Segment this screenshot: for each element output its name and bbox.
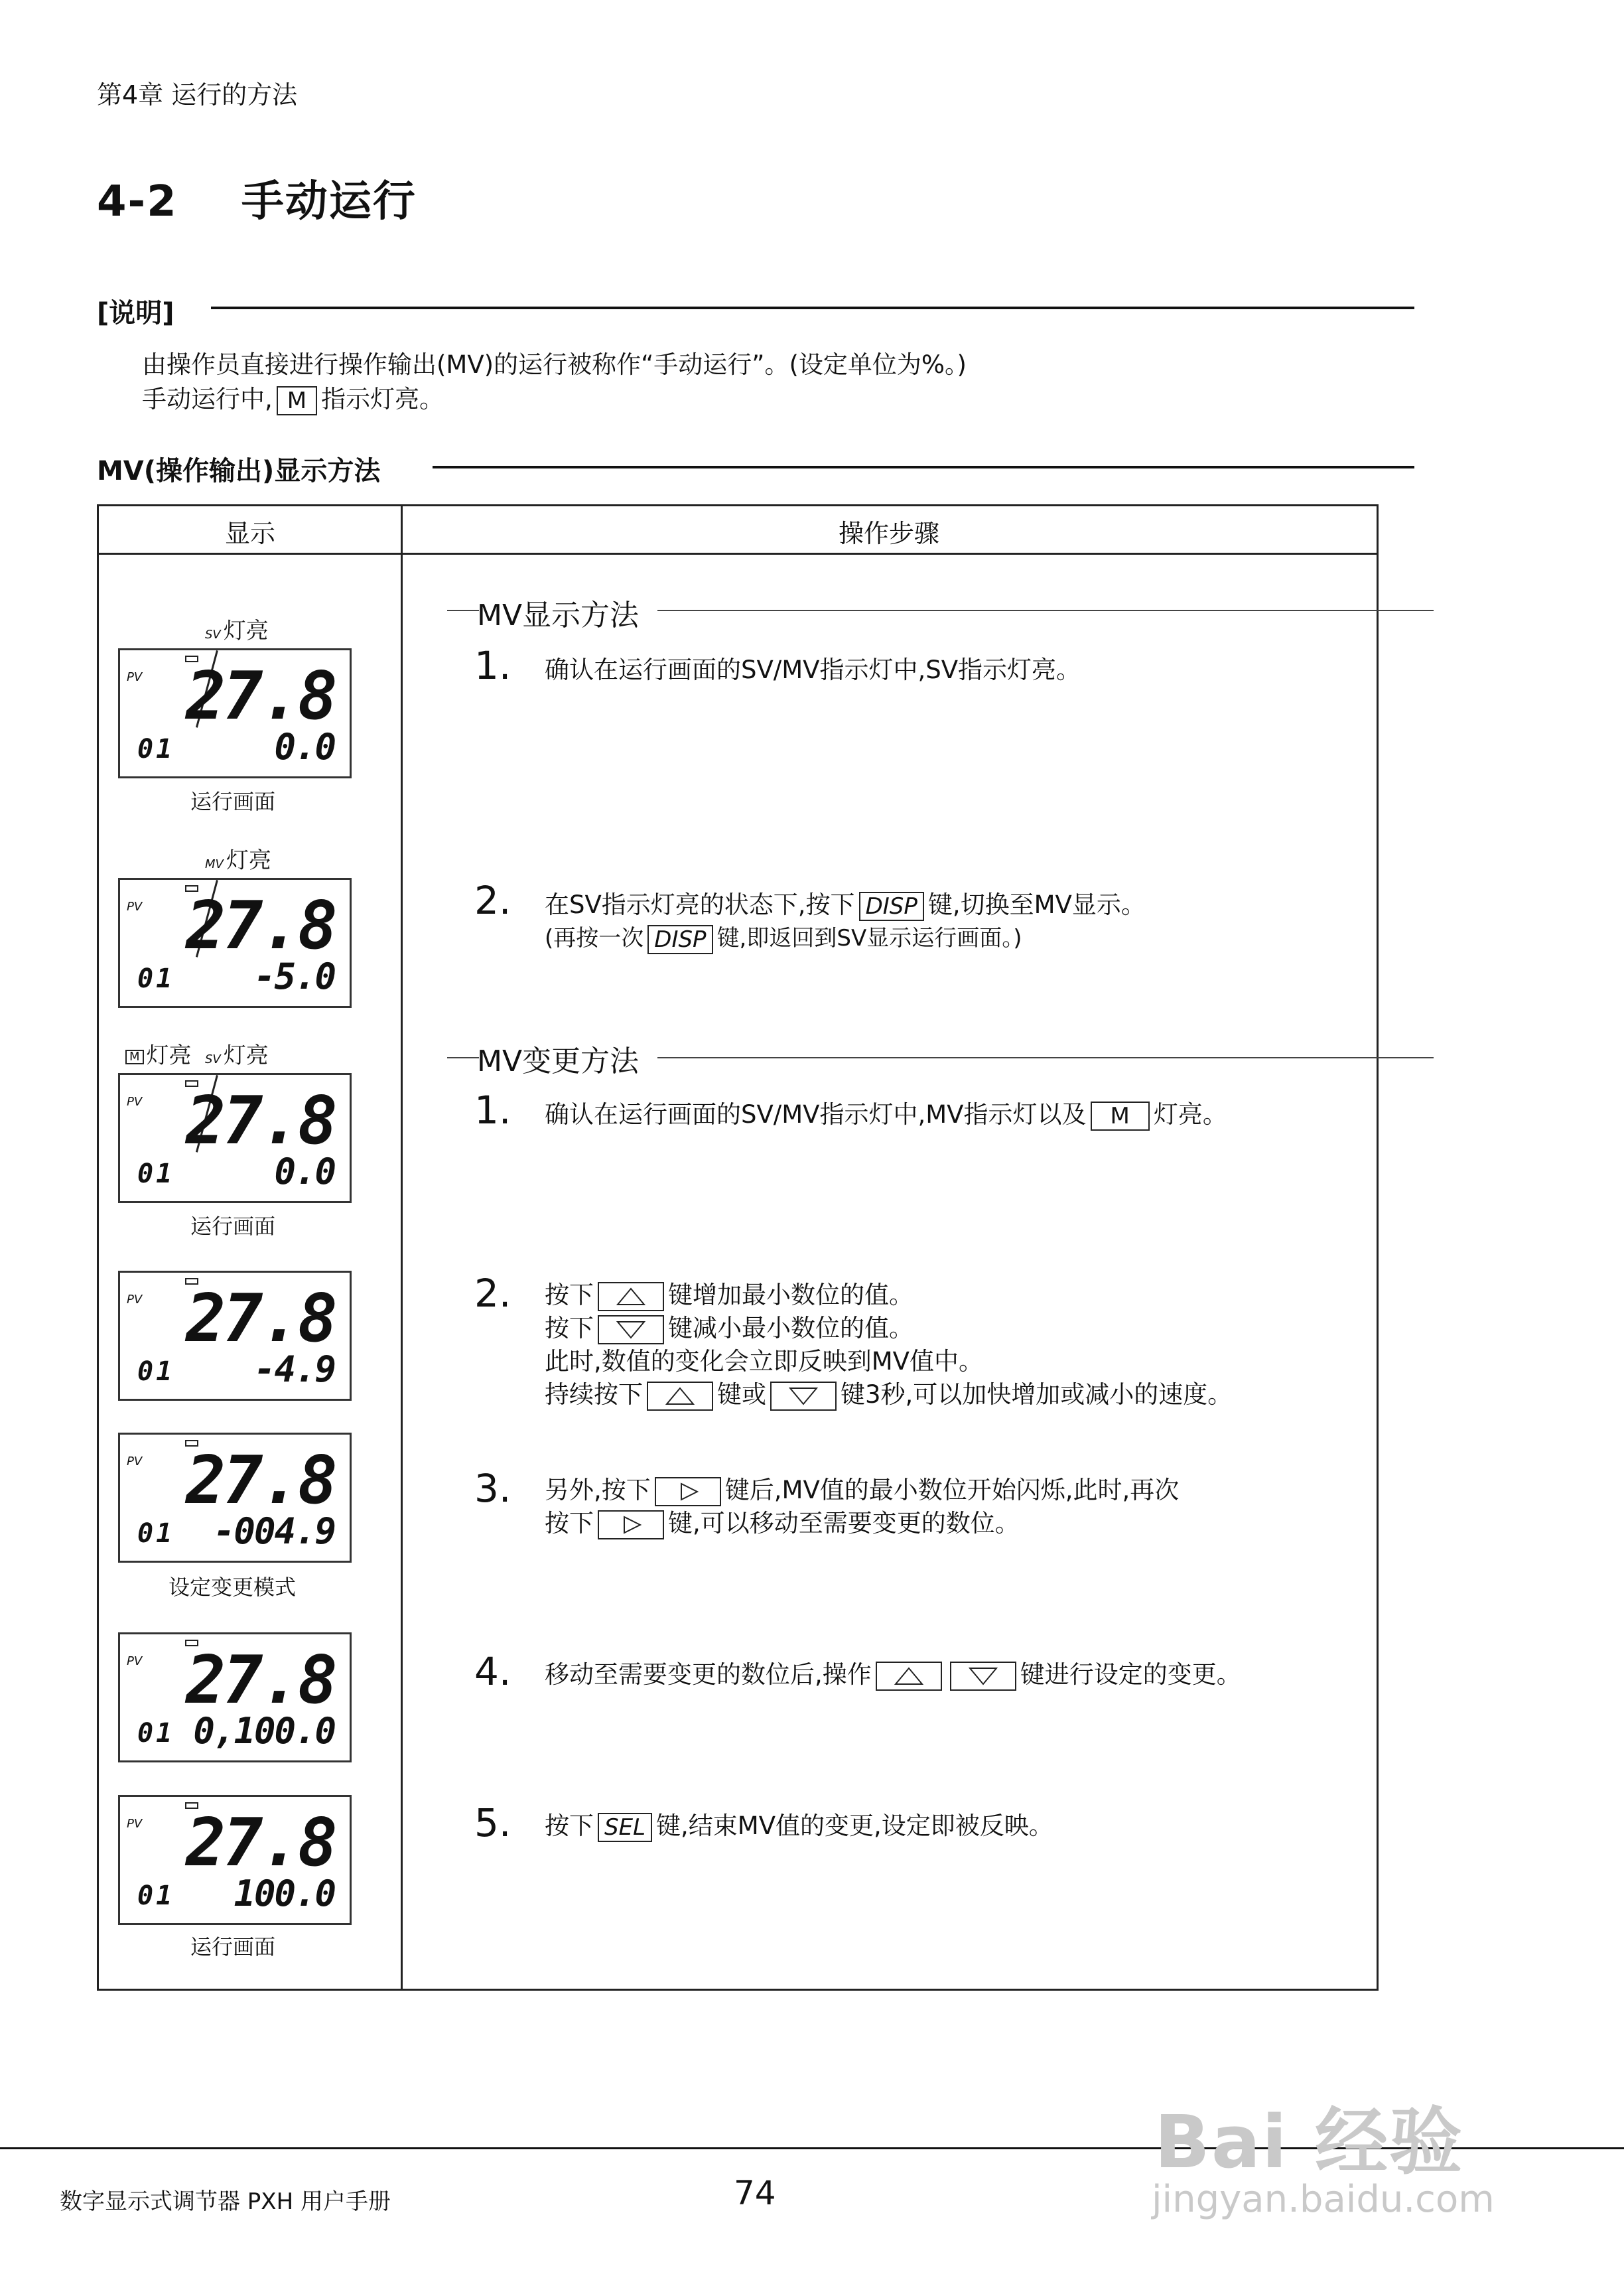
pv-label: PV — [127, 1654, 143, 1668]
step-number: 4. — [474, 1649, 511, 1694]
mv-value: -5.0 — [253, 956, 335, 997]
pv-label: PV — [127, 1293, 143, 1307]
pv-label: PV — [127, 900, 143, 914]
pv-value: 27.8 — [186, 1804, 335, 1881]
down-key-icon — [950, 1662, 1016, 1691]
mv-value: 0,100.0 — [193, 1710, 335, 1752]
mv-display-method-title: MV显示方法 — [477, 599, 640, 632]
up-key-icon — [598, 1282, 664, 1311]
watermark-url: jingyan.baidu.com — [1152, 2178, 1495, 2221]
callout-text: 灯亮 — [146, 1042, 192, 1069]
display-caption: 设定变更模式 — [169, 1575, 297, 1600]
explanation-line2-post: 指示灯亮。 — [321, 385, 444, 413]
section-title — [97, 167, 417, 228]
mv-tag: MV — [205, 857, 224, 871]
channel-value: 01 — [137, 1356, 175, 1387]
disp-key: DISP — [859, 892, 924, 921]
m-lit-callout — [125, 1037, 192, 1070]
step-number: 3. — [474, 1466, 511, 1511]
explanation-line1: 由操作员直接进行操作输出(MV)的运行被称作“手动运行”。(设定单位为%。) — [142, 350, 967, 379]
text-segment: 确认在运行画面的SV/MV指示灯中,MV指示灯以及 — [545, 1100, 1087, 1129]
text-segment: 键增加最小数位的值。 — [668, 1281, 914, 1309]
sv-lit-callout — [205, 612, 269, 645]
mv-display-heading: MV(操作输出)显示方法 — [97, 456, 381, 486]
text-segment: 灯亮。 — [1153, 1100, 1227, 1129]
pv-value: 27.8 — [186, 1641, 335, 1719]
chapter-header: 第4章 运行的方法 — [97, 80, 298, 109]
disp-key: DISP — [647, 925, 712, 954]
lcd-display — [118, 878, 352, 1008]
pv-value: 27.8 — [186, 1082, 335, 1159]
channel-value: 01 — [137, 734, 175, 764]
sv-value: 0.0 — [274, 726, 335, 768]
text-segment: 键3秒,可以加快增加或减小的速度。 — [841, 1380, 1233, 1409]
lcd-display — [118, 1632, 352, 1762]
step-text — [545, 1279, 1232, 1411]
sel-key: SEL — [598, 1813, 652, 1842]
display-caption: 运行画面 — [190, 789, 276, 814]
up-key-icon — [876, 1662, 942, 1691]
display-caption: 运行画面 — [190, 1214, 276, 1239]
text-segment: 移动至需要变更的数位后,操作 — [545, 1660, 872, 1689]
text-segment: 键减小最小数位的值。 — [668, 1314, 914, 1342]
right-key-icon — [655, 1477, 721, 1506]
pv-label: PV — [127, 1455, 143, 1468]
text-segment: 键或 — [717, 1380, 766, 1409]
mv-value: -004.9 — [213, 1510, 335, 1552]
text-segment: 键后,MV值的最小数位开始闪烁,此时,再次 — [724, 1476, 1180, 1504]
subtitle-rule-left — [447, 1057, 479, 1058]
step-line: 此时,数值的变化会立即反映到MV值中。 — [545, 1347, 983, 1376]
text-segment: 按下 — [545, 1812, 594, 1840]
column-steps: 操作步骤 — [839, 519, 940, 548]
table-header — [99, 506, 1377, 555]
lcd-display — [118, 1271, 352, 1401]
pv-label: PV — [127, 670, 143, 684]
pv-label: PV — [127, 1095, 143, 1109]
text-segment: (再按一次 — [545, 925, 644, 952]
step-text: 确认在运行画面的SV/MV指示灯中,SV指示灯亮。 — [545, 656, 1081, 684]
step-number: 2. — [474, 878, 511, 923]
text-segment: 键,即返回到SV显示运行画面。) — [716, 925, 1022, 952]
step-number: 1. — [474, 643, 511, 688]
m-key: M — [1091, 1102, 1150, 1131]
text-segment: 另外,按下 — [545, 1476, 651, 1504]
text-segment: 持续按下 — [545, 1380, 643, 1409]
text-segment: 键,可以移动至需要变更的数位。 — [668, 1509, 1020, 1537]
callout-text: 灯亮 — [223, 1042, 269, 1069]
step-text-note — [545, 922, 1022, 955]
column-display: 显示 — [225, 519, 276, 548]
text-segment: 键进行设定的变更。 — [1020, 1660, 1241, 1689]
pv-label: PV — [127, 1817, 143, 1831]
m-key-label: M — [277, 386, 317, 415]
step-text — [545, 1658, 1241, 1691]
text-segment: 在SV指示灯亮的状态下,按下 — [545, 891, 855, 919]
section-title-text: 手动运行 — [241, 177, 417, 226]
step-line — [545, 1312, 1232, 1345]
down-key-icon — [598, 1315, 664, 1344]
lcd-display — [118, 1795, 352, 1925]
pv-value: 27.8 — [186, 1279, 335, 1357]
channel-value: 01 — [137, 1718, 175, 1748]
callout-text: 灯亮 — [223, 618, 269, 644]
section-number: 4-2 — [97, 177, 178, 226]
subtitle-rule-right — [657, 610, 1434, 611]
up-key-icon — [647, 1382, 713, 1411]
pv-value: 27.8 — [186, 887, 335, 964]
mv-value: -4.9 — [253, 1348, 335, 1390]
sv-tag: SV — [205, 628, 221, 642]
step-text — [545, 1474, 1179, 1540]
procedure-table — [97, 504, 1379, 1991]
step-number: 1. — [474, 1088, 511, 1133]
text-segment: 按下 — [545, 1314, 594, 1342]
explanation-heading: [说明] — [97, 298, 174, 328]
step-line — [545, 1474, 1179, 1507]
lcd-display — [118, 1073, 352, 1203]
subtitle-rule-right — [657, 1057, 1434, 1058]
mv-value: 100.0 — [234, 1873, 335, 1914]
explanation-line2 — [142, 382, 444, 417]
text-segment: 键,切换至MV显示。 — [927, 891, 1146, 919]
step-number: 5. — [474, 1800, 511, 1845]
sv-lit-callout — [205, 1037, 269, 1070]
pv-value: 27.8 — [186, 657, 335, 735]
channel-value: 01 — [137, 1518, 175, 1549]
step-line — [545, 1507, 1179, 1540]
channel-value: 01 — [137, 963, 175, 994]
down-key-icon — [770, 1382, 837, 1411]
sv-value: 0.0 — [274, 1151, 335, 1192]
m-indicator-icon: M — [125, 1050, 144, 1064]
step-number: 2. — [474, 1271, 511, 1316]
text-segment: 键,结束MV值的变更,设定即被反映。 — [656, 1812, 1053, 1840]
watermark-brand: Bai 经验 — [1154, 2100, 1464, 2184]
step-text — [545, 1810, 1053, 1843]
step-text — [545, 1098, 1227, 1131]
explanation-rule — [211, 307, 1414, 309]
page-number: 74 — [734, 2174, 776, 2212]
step-line — [545, 1279, 1232, 1312]
text-segment: 按下 — [545, 1509, 594, 1537]
step-text — [545, 889, 1146, 922]
manual-title: 数字显示式调节器 PXH 用户手册 — [60, 2188, 391, 2215]
explanation-line2-pre: 手动运行中, — [142, 385, 273, 413]
pv-value: 27.8 — [186, 1441, 335, 1519]
lcd-display — [118, 1433, 352, 1563]
text-segment: 按下 — [545, 1281, 594, 1309]
mv-lit-callout — [205, 842, 271, 875]
mv-change-method-title: MV变更方法 — [477, 1044, 640, 1078]
display-caption: 运行画面 — [190, 1934, 276, 1959]
sv-tag: SV — [205, 1052, 221, 1066]
lcd-display — [118, 648, 352, 778]
callout-text: 灯亮 — [226, 847, 271, 874]
right-key-icon — [598, 1510, 664, 1539]
table-divider — [401, 506, 403, 1989]
channel-value: 01 — [137, 1881, 175, 1911]
subtitle-rule-left — [447, 610, 479, 611]
mv-heading-rule — [433, 466, 1414, 468]
channel-value: 01 — [137, 1159, 175, 1189]
step-line — [545, 1378, 1232, 1411]
